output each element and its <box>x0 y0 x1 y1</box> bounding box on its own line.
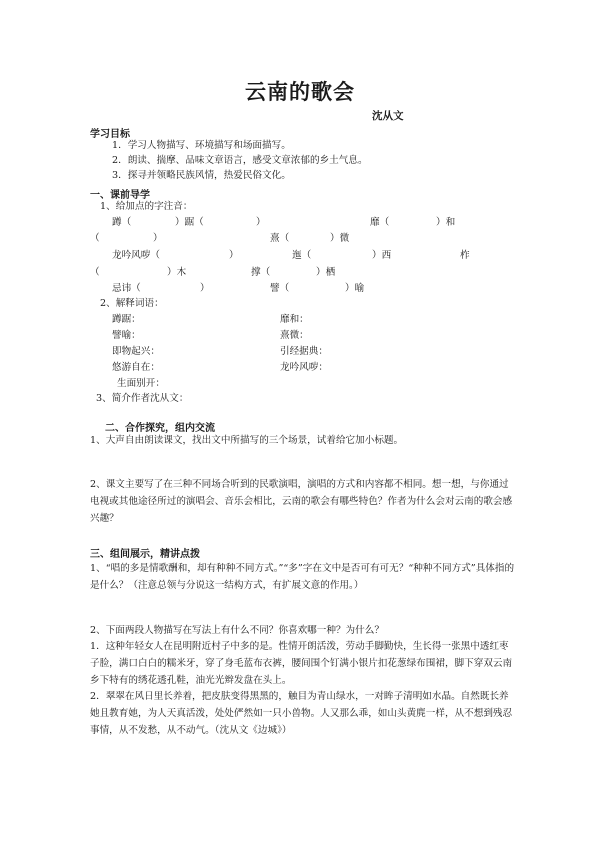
page-title: 云南的歌会 <box>245 79 355 104</box>
pinyin-text: 蹲（ <box>112 217 132 228</box>
pinyin-text: ） <box>153 233 163 244</box>
objective-item: 2．朗读、揣摩、品味文章语言，感受文章浓郁的乡土气息。 <box>112 155 368 166</box>
pinyin-text: 龙吟风哕（ <box>112 250 160 261</box>
objective-item: 1．学习人物描写、环境描写和场面描写。 <box>112 140 291 151</box>
pinyin-text: ） <box>229 250 239 261</box>
pinyin-text: ）栖 <box>316 267 336 278</box>
pinyin-text: 柞 <box>460 250 470 261</box>
vocab-term: 蹲踞： <box>112 314 141 325</box>
pinyin-text: ）踞（ <box>175 217 204 228</box>
pinyin-text: 靡（ <box>370 217 390 228</box>
vocab-term: 龙吟风哕： <box>280 362 328 373</box>
pinyin-text: ）喻 <box>345 283 365 294</box>
objectives-heading: 学习目标 <box>90 129 130 140</box>
pinyin-text: 撑（ <box>251 267 271 278</box>
section2-question-2: 2、课文主要写了在三种不同场合听到的民歌演唱，演唱的方式和内容都不相同。想一想，与你通过电视或其他途径所过的演唱会、音乐会相比，云南的歌会有哪些特色？作者为什么会对云南的歌会感兴趣？ <box>90 479 513 524</box>
vocab-term: 熹微： <box>280 330 309 341</box>
pinyin-text: 熹（ <box>270 233 290 244</box>
pinyin-text: ）木 <box>167 267 187 278</box>
section1-heading: 一、课前导学 <box>90 190 150 201</box>
pinyin-text: ） <box>256 217 266 228</box>
pinyin-text: 迤（ <box>292 250 312 261</box>
pinyin-text: ）和 <box>436 217 456 228</box>
vocab-term: 靡和： <box>280 314 309 325</box>
pinyin-text: ） <box>200 283 210 294</box>
section3-question-1: 1、“唱的多是情歌酬和，却有种种不同方式。”“多”字在文中是否可有可无？“种种不同方式”具体指的是什么？（注意总领与分说这一结构方式，有扩展文意的作用。） <box>90 563 515 591</box>
vocab-term: 悠游自在： <box>112 362 160 373</box>
section2-question-1: 1、大声自由朗读课文，找出文中所描写的三个场景，试着给它加小标题。 <box>90 435 404 446</box>
vocab-term: 譬喻： <box>112 330 141 341</box>
pinyin-question-label: 1、给加点的字注音： <box>100 201 193 212</box>
pinyin-text: 忌讳（ <box>112 283 141 294</box>
vocab-term: 即物起兴： <box>112 346 160 357</box>
passage-2: 2．翠翠在风日里长养着，把皮肤变得黑黑的，触目为青山绿水，一对眸子清明如水晶。自然既长养她且教育她，为人天真活泼，处处俨然如一只小兽物。人又那么乖，如山头黄麂一样，从不想到残忍事情，从不发愁，从不动气。（沈从文《边城》） <box>90 691 513 736</box>
passage-1: 1．这种年轻女人在昆明附近村子中多的是。性情开朗活泼，劳动手脚勤快，生长得一张黑中透红枣子脸，满口白白的糯米牙，穿了身毛蓝布衣裤，腰间围个钉满小银片扣花葱绿布围裙，脚下穿双云南乡下特有的绣花透孔鞋，油光光辫发盘在头上。 <box>90 641 513 686</box>
objective-item: 3．探寻并领略民族风情，热爱民俗文化。 <box>112 170 291 181</box>
pinyin-text: ）微 <box>330 233 350 244</box>
vocab-question-label: 2、解释词语： <box>100 298 164 309</box>
pinyin-text: （ <box>90 233 100 244</box>
author-name: 沈从文 <box>372 110 404 122</box>
section3-heading: 三、组间展示，精讲点拨 <box>90 549 200 560</box>
vocab-term: 生面别开： <box>117 378 165 389</box>
author-question-label: 3、简介作者沈从文： <box>96 393 189 404</box>
pinyin-text: ）西 <box>372 250 392 261</box>
pinyin-text: （ <box>90 267 100 278</box>
vocab-term: 引经据典： <box>280 346 328 357</box>
section3-question-2: 2、下面两段人物描写在写法上有什么不同？你喜欢哪一种？为什么？ <box>90 625 384 636</box>
section2-heading: 二、合作探究，组内交流 <box>105 423 215 434</box>
pinyin-text: 譬（ <box>270 283 290 294</box>
